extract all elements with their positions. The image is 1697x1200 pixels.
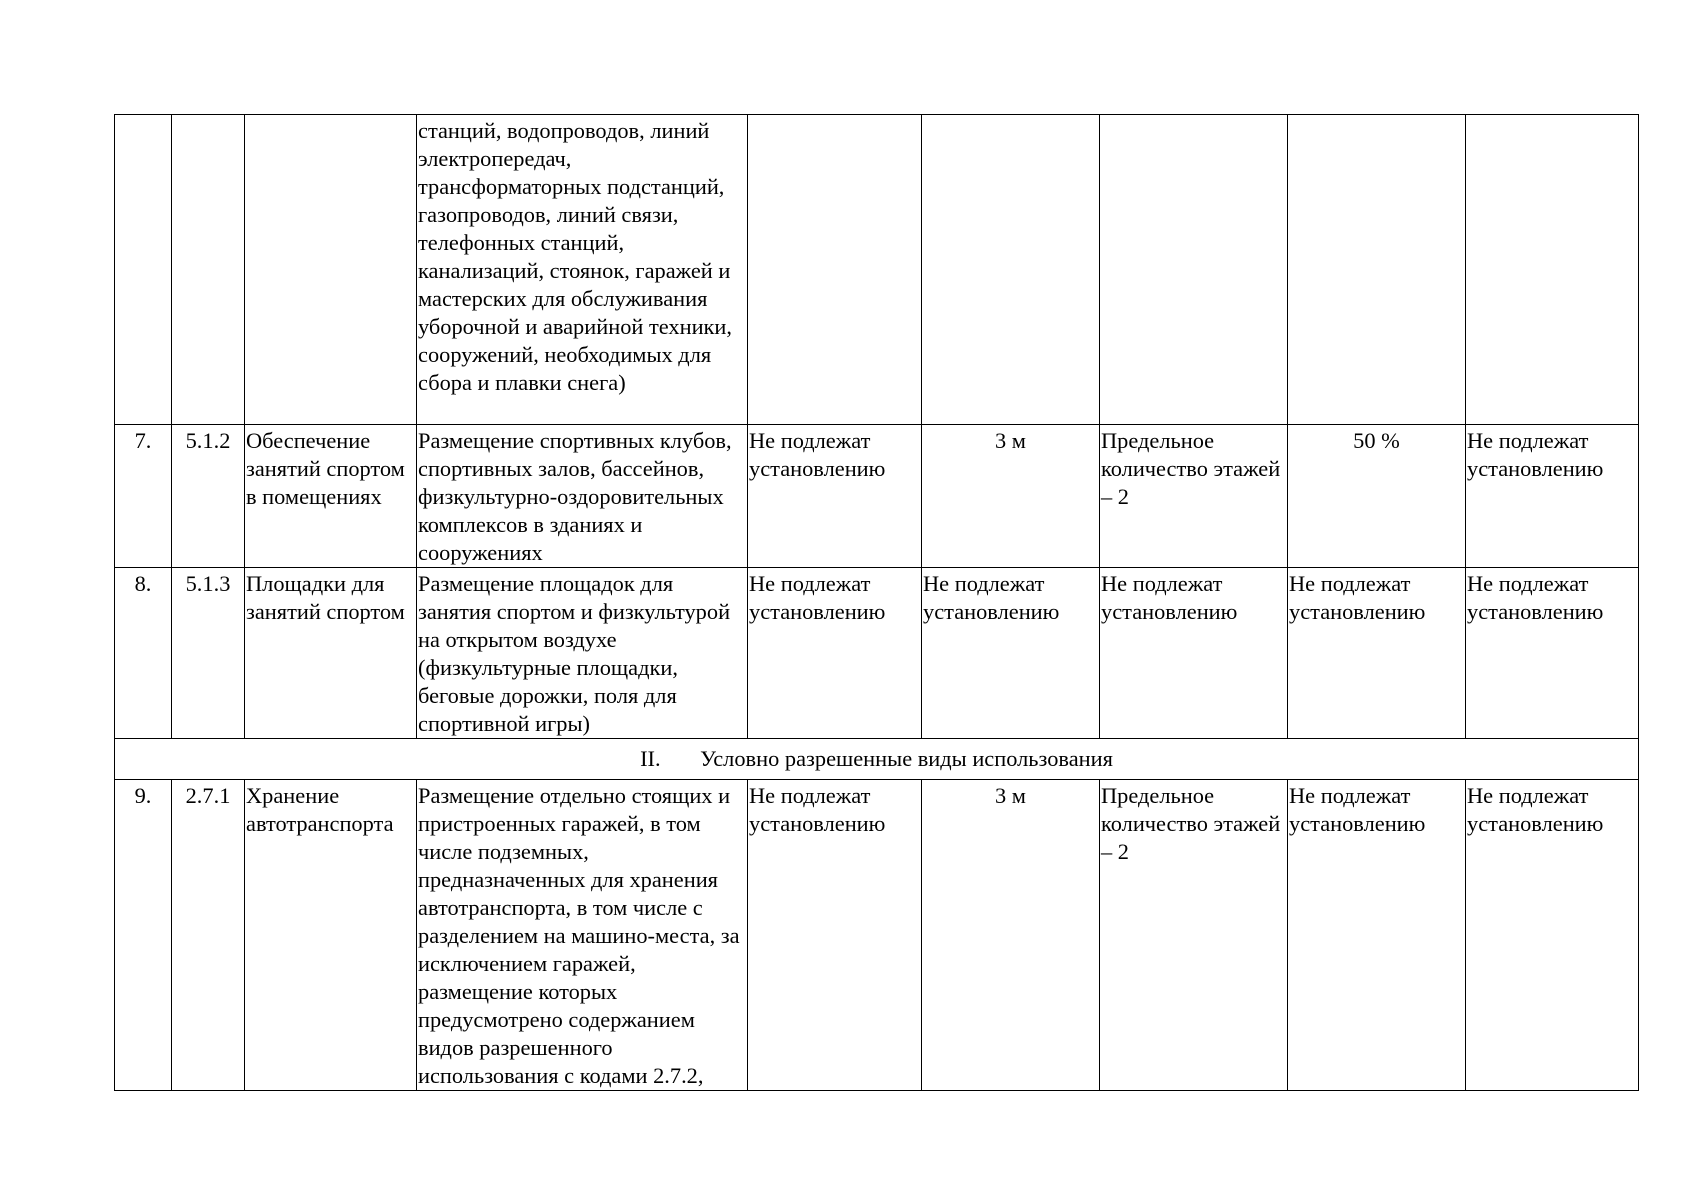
- row-setback: 3 м: [922, 780, 1100, 1091]
- row-floors: Предельное количество этажей – 2: [1100, 780, 1288, 1091]
- row-setback: Не подлежат установлению: [922, 568, 1100, 739]
- row-name: Хранение автотранспорта: [245, 780, 417, 1091]
- document-page: [114, 114, 1639, 1091]
- row-setback: 3 м: [922, 425, 1100, 568]
- row-area: Не подлежат установлению: [748, 425, 922, 568]
- table-row: [115, 568, 1639, 739]
- row-code: [172, 115, 245, 425]
- table-row: [115, 425, 1639, 568]
- row-other: Не подлежат установлению: [1466, 568, 1639, 739]
- row-setback: [922, 115, 1100, 425]
- row-number: 8.: [115, 568, 172, 739]
- row-name: [245, 115, 417, 425]
- row-number: 9.: [115, 780, 172, 1091]
- row-coverage: [1288, 115, 1466, 425]
- row-code: 2.7.1: [172, 780, 245, 1091]
- table-row: [115, 780, 1639, 1091]
- row-description: Размещение площадок для занятия спортом и физкультурой на открытом воздухе (физкультурные площадки, беговые дорожки, поля для спортивной игры): [417, 568, 748, 739]
- section-header: [115, 739, 1639, 780]
- row-name: Обеспечение занятий спортом в помещениях: [245, 425, 417, 568]
- row-description: станций, водопроводов, линий электропередач, трансформаторных подстанций, газопроводов, линий связи, телефонных станций, канализаций, стоянок, гаражей и мастерских для обслуживания уборочной и аварийной техники, сооружений, необходимых для сбора и плавки снега): [417, 115, 748, 425]
- row-other: [1466, 115, 1639, 425]
- row-area: Не подлежат установлению: [748, 568, 922, 739]
- row-other: Не подлежат установлению: [1466, 425, 1639, 568]
- row-coverage: Не подлежат установлению: [1288, 568, 1466, 739]
- row-number: 7.: [115, 425, 172, 568]
- row-number: [115, 115, 172, 425]
- section-title: Условно разрешенные виды использования: [700, 746, 1113, 771]
- table-row: [115, 115, 1639, 425]
- row-description: Размещение спортивных клубов, спортивных залов, бассейнов, физкультурно-оздоровительных комплексов в зданиях и сооружениях: [417, 425, 748, 568]
- row-area: [748, 115, 922, 425]
- row-code: 5.1.2: [172, 425, 245, 568]
- row-coverage: 50 %: [1288, 425, 1466, 568]
- row-floors: Не подлежат установлению: [1100, 568, 1288, 739]
- row-area: Не подлежат установлению: [748, 780, 922, 1091]
- row-floors: Предельное количество этажей – 2: [1100, 425, 1288, 568]
- row-other: Не подлежат установлению: [1466, 780, 1639, 1091]
- section-number: II.: [640, 746, 661, 771]
- row-floors: [1100, 115, 1288, 425]
- zoning-table: [114, 114, 1639, 1091]
- row-coverage: Не подлежат установлению: [1288, 780, 1466, 1091]
- row-code: 5.1.3: [172, 568, 245, 739]
- row-name: Площадки для занятий спортом: [245, 568, 417, 739]
- row-description: Размещение отдельно стоящих и пристроенных гаражей, в том числе подземных, предназначенных для хранения автотранспорта, в том числе с разделением на машино-места, за исключением гаражей, размещение которых предусмотрено содержанием видов разрешенного использования с кодами 2.7.2,: [417, 780, 748, 1091]
- section-header-row: [115, 739, 1639, 780]
